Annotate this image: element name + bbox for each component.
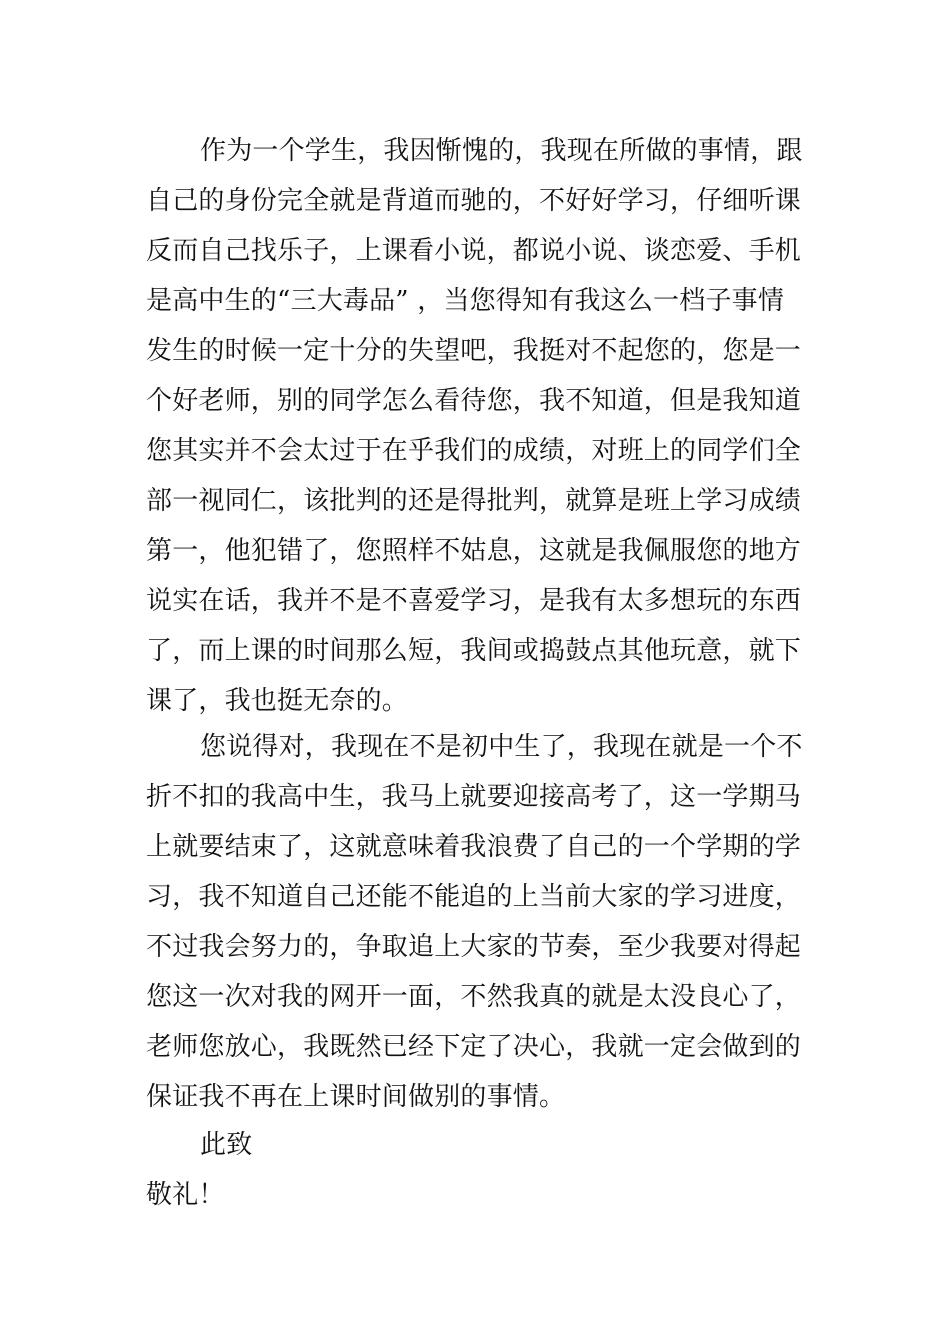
paragraph-line: 作为一个学生，我因惭愧的，我现在所做的事情，跟 (200, 136, 803, 166)
paragraph-line: 课了，我也挺无奈的。 (146, 686, 409, 716)
paragraph-line: 部一视同仁，该批判的还是得批判，就算是班上学习成绩 (146, 486, 802, 516)
paragraph-line: 反而自己找乐子，上课看小说，都说小说、谈恋爱、手机 (146, 236, 802, 266)
paragraph-1 (146, 126, 806, 726)
paragraph-line: 了，而上课的时间那么短，我间或捣鼓点其他玩意，就下 (146, 636, 802, 666)
paragraph-2 (146, 722, 806, 1122)
paragraph-line: 您说得对，我现在不是初中生了，我现在就是一个不 (200, 732, 803, 762)
paragraph-line: 不过我会努力的，争取追上大家的节奏，至少我要对得起 (146, 932, 802, 962)
paragraph-line: 保证我不再在上课时间做别的事情。 (146, 1082, 566, 1112)
paragraph-line: 发生的时候一定十分的失望吧，我挺对不起您的，您是一 (146, 336, 802, 366)
paragraph-line: 自己的身份完全就是背道而驰的，不好好学习，仔细听课 (146, 186, 802, 216)
closing-regards: 敬礼！ (146, 1180, 225, 1210)
paragraph-line: 您这一次对我的网开一面，不然我真的就是太没良心了， (146, 982, 802, 1012)
closing-salutation: 此致 (200, 1130, 253, 1160)
paragraph-line: 第一，他犯错了，您照样不姑息，这就是我佩服您的地方 (146, 536, 802, 566)
paragraph-line: 习，我不知道自己还能不能追的上当前大家的学习进度， (146, 882, 802, 912)
paragraph-line: 说实在话，我并不是不喜爱学习，是我有太多想玩的东西 (146, 586, 802, 616)
paragraph-line: 折不扣的我高中生，我马上就要迎接高考了，这一学期马 (146, 782, 802, 812)
paragraph-line: 老师您放心，我既然已经下定了决心，我就一定会做到的 (146, 1032, 802, 1062)
letter-closing (146, 1120, 806, 1220)
paragraph-line: 您其实并不会太过于在乎我们的成绩，对班上的同学们全 (146, 436, 802, 466)
paragraph-line: 个好老师，别的同学怎么看待您，我不知道，但是我知道 (146, 386, 802, 416)
paragraph-line: 是高中生的“三大毒品” ，当您得知有我这么一档子事情 (146, 286, 785, 316)
paragraph-line: 上就要结束了，这就意味着我浪费了自己的一个学期的学 (146, 832, 802, 862)
